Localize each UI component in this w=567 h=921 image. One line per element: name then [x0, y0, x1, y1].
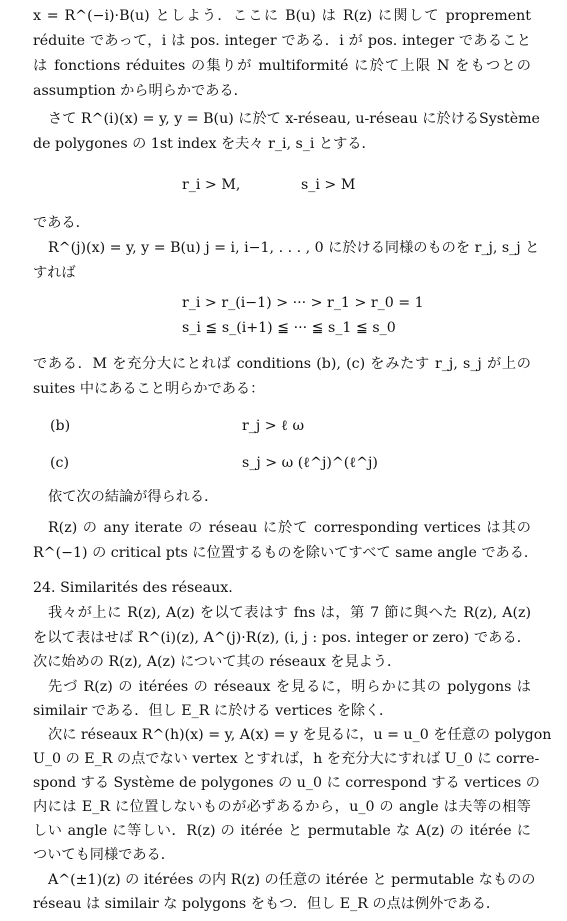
text-line: である． — [33, 215, 90, 231]
text-line: réduite であって，i は pos. integer である．i が pos. integer であること — [33, 33, 531, 49]
text-line: x = R^(−i)·B(u) としよう．ここに B(u) は R(z) に関して proprement — [33, 8, 531, 24]
text-line: は fonctions réduites の集りが multiformité に於て上限 N をもつとの — [33, 58, 531, 74]
text-line: しい angle に等しい．R(z) の itérée と permutable な A(z) の itérée に — [33, 823, 531, 839]
text-line: 次に始めの R(z), A(z) について其の réseaux を見よう． — [33, 654, 402, 670]
text-line: すれば — [33, 265, 76, 281]
text-line: 内には E_R に位置しないものが必ずあるから，u_0 の angle は夫等の相等 — [33, 799, 531, 815]
text-line: R^(−1) の critical pts に位置するものを除いてすべて same angle である． — [33, 545, 539, 561]
text-line: réseau は similair な polygons をもつ．但し E_R の点は例外である． — [33, 896, 501, 912]
text-line: R(z) の any iterate の réseau に於て corresponding vertices は其の — [48, 520, 531, 536]
text-line: spond する Système de polygones の u_0 に correspond する vertices の — [33, 775, 540, 791]
text-line: U_0 の E_R の点でない vertex とすれば，h を充分大にすれば U_0 に corre- — [33, 751, 540, 767]
text-line: A^(±1)(z) の itérées の内 R(z) の任意の itérée と permutable なものの — [48, 872, 536, 888]
text-line: を以て表はせば R^(i)(z), A^(j)·R(z), (i, j : pos. integer or zero) である． — [33, 630, 531, 646]
text-line: 先づ R(z) の itérées の réseaux を見るに，明らかに其の polygons は — [48, 679, 531, 695]
equation-r-bound: r_i > M, — [182, 177, 241, 193]
condition-label-c: (c) — [50, 455, 70, 471]
text-line: similair である．但し E_R に於ける vertices を除く． — [33, 703, 394, 719]
condition-label-b: (b) — [50, 418, 71, 434]
text-line: さて R^(i)(x) = y, y = B(u) に於て x-réseau, u-réseau に於けるSystème — [48, 111, 540, 127]
condition-expr-b: r_j > ℓ ω — [242, 418, 305, 434]
equation-s-bound: s_i > M — [301, 177, 356, 193]
text-line: である．M を充分大にとれば conditions (b), (c) をみたす r_j, s_j が上の — [33, 356, 531, 372]
equation-r-chain: r_i > r_(i−1) > ··· > r_1 > r_0 = 1 — [182, 295, 424, 311]
text-line: assumption から明らかである． — [33, 83, 248, 99]
text-line: 次に réseaux R^(h)(x) = y, A(x) = y を見るに，u = u_0 を任意の polygon — [48, 727, 552, 743]
text-line: de polygones の 1st index を夫々 r_i, s_i とする． — [33, 136, 376, 152]
text-line: suites 中にあること明らかである： — [33, 381, 265, 397]
text-line: R^(j)(x) = y, y = B(u) j = i, i−1, . . . , 0 に於ける同様のものを r_j, s_j と — [48, 240, 540, 256]
section-heading: 24. Similarités des réseaux. — [33, 580, 233, 596]
text-line: 我々が上に R(z), A(z) を以て表はす fns は，第 7 節に與へた R(z), A(z) — [48, 605, 531, 621]
text-line: ついても同様である． — [33, 847, 175, 863]
condition-expr-c: s_j > ω (ℓ^j)^(ℓ^j) — [242, 455, 378, 471]
equation-s-chain: s_i ≦ s_(i+1) ≦ ··· ≦ s_1 ≦ s_0 — [182, 320, 396, 336]
text-line: 依て次の結論が得られる． — [48, 489, 219, 505]
